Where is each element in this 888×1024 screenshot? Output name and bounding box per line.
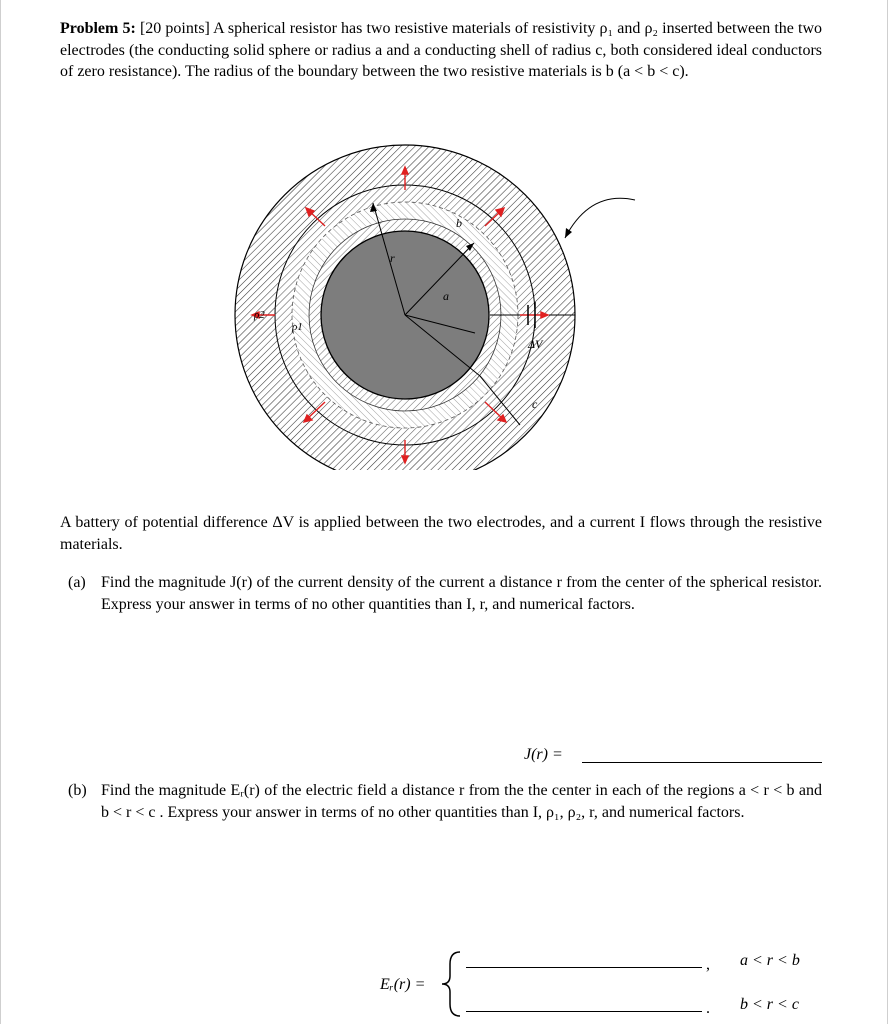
part-b-answer-label: Eᵣ(r) = [380,976,426,993]
problem-intro [60,18,822,83]
part-a [68,572,822,615]
problem-heading: Problem 5: [60,20,136,37]
spherical-resistor-diagram [230,140,650,470]
part-a-answer-label: J(r) = [524,746,563,763]
part-b-answer-blank-1[interactable] [466,967,702,968]
label-r: r [390,251,395,265]
part-a-answer-blank[interactable] [582,762,822,763]
pointer-arrow [565,198,635,238]
label-deltav: ΔV [528,337,543,351]
label-c: c [532,397,538,411]
part-a-text: Find the magnitude J(r) of the current density of the current a distance r from the center of the spherical resistor. Express your answer in terms of no other quantities than I, r, and numerical factors. [101,574,822,613]
part-b-sep-1: , [706,956,710,973]
range-1: a < r < b [740,952,800,969]
part-b-label: (b) [68,782,87,799]
label-a: a [443,289,449,303]
problem-points: [20 points] [139,20,210,37]
left-brace [440,950,464,1018]
page-edge-left [0,0,1,1024]
range-2: b < r < c [740,996,799,1013]
part-b [68,780,822,823]
problem-intro-text: A spherical resistor has two resistive materials of resistivity ρ₁ and ρ₂ inserted between the two electrodes (the conducting solid sphere or radius a and a conducting shell of radius c, both considered ideal conductors of zero resistance). The radius of the boundary between the two resistive materials is b (a < b < c). [60,20,823,80]
part-b-sep-2: . [706,1000,710,1017]
label-rho1: ρ1 [292,321,303,333]
part-b-answer-blank-2[interactable] [466,1011,702,1012]
battery-text: A battery of potential difference ΔV is applied between the two electrodes, and a current I flows through the resistive materials. [60,514,822,553]
label-rho2: ρ2 [254,309,265,321]
pointer-arrowhead [565,228,572,238]
label-b: b [456,216,462,230]
part-a-label: (a) [68,574,86,591]
part-b-text: Find the magnitude Eᵣ(r) of the electric field a distance r from the the center in each of the regions a < r < b and b < r < c . Express your answer in terms of no other quantities than I, ρ₁, ρ₂, r, and numerical factors. [101,782,822,821]
